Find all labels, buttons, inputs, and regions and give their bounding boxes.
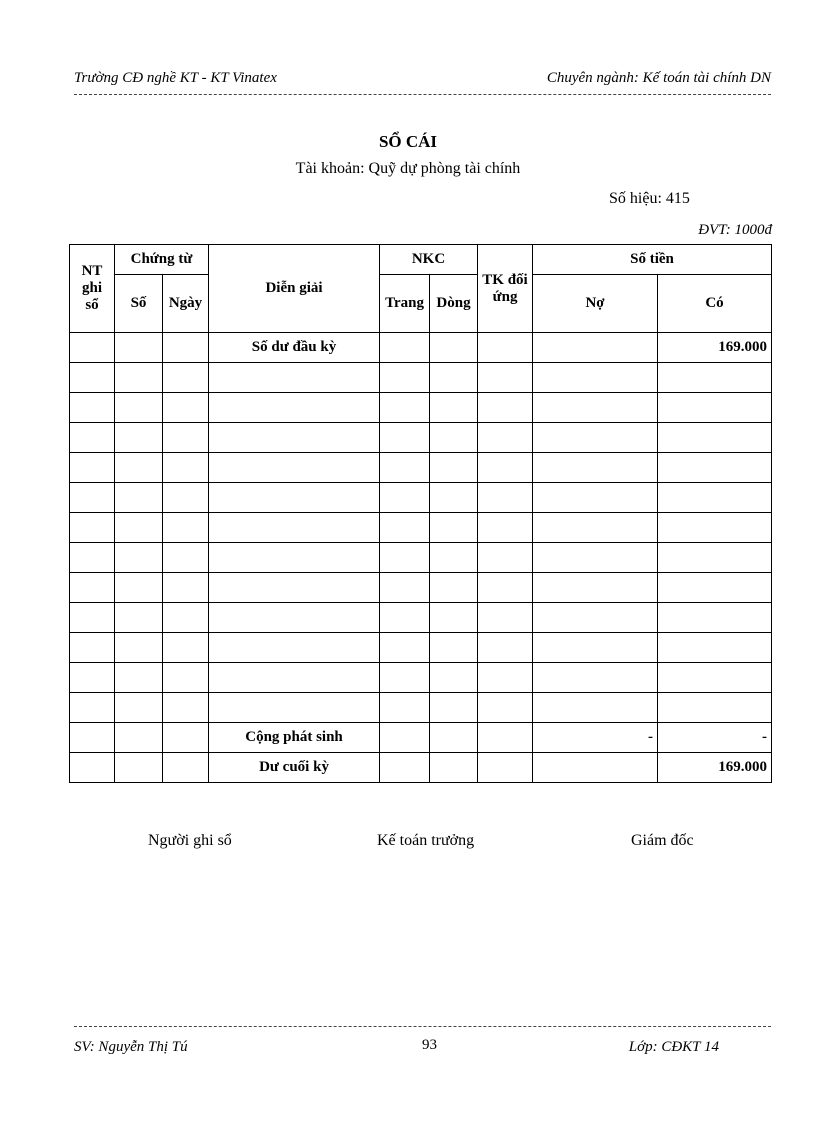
student-name: SV: Nguyễn Thị Tú — [74, 1039, 188, 1055]
cell-dien-giai — [209, 453, 380, 483]
cell-ngay — [163, 513, 209, 543]
cell-co: - — [658, 723, 772, 753]
cell-no — [533, 543, 658, 573]
cell-tk — [478, 603, 533, 633]
cell-co — [658, 603, 772, 633]
table-row — [70, 543, 772, 573]
col-header-nt: NT ghi sổ — [70, 245, 115, 333]
table-row — [70, 753, 772, 783]
cell-ngay — [163, 573, 209, 603]
cell-ngay — [163, 453, 209, 483]
cell-so — [115, 753, 163, 783]
cell-ngay — [163, 363, 209, 393]
cell-trang — [380, 483, 430, 513]
cell-tk — [478, 393, 533, 423]
cell-dien-giai — [209, 543, 380, 573]
cell-dien-giai — [209, 603, 380, 633]
cell-ngay — [163, 723, 209, 753]
cell-tk — [478, 723, 533, 753]
account-number: Số hiệu: 415 — [609, 190, 690, 207]
cell-dong — [430, 363, 478, 393]
cell-co: 169.000 — [658, 753, 772, 783]
signature-recorder: Người ghi sổ — [148, 832, 232, 849]
signature-director: Giám đốc — [631, 832, 694, 849]
major-name: Chuyên ngành: Kế toán tài chính DN — [546, 70, 771, 86]
table-row — [70, 423, 772, 453]
cell-so — [115, 363, 163, 393]
cell-nt — [70, 423, 115, 453]
cell-co — [658, 663, 772, 693]
table-row — [70, 693, 772, 723]
cell-no — [533, 423, 658, 453]
cell-dong — [430, 753, 478, 783]
cell-dien-giai — [209, 513, 380, 543]
table-row — [70, 393, 772, 423]
cell-dong — [430, 423, 478, 453]
cell-trang — [380, 693, 430, 723]
col-header-chung-tu: Chứng từ — [115, 245, 209, 275]
col-header-tk-doi-ung: TK đối ứng — [478, 245, 533, 333]
cell-trang — [380, 753, 430, 783]
cell-trang — [380, 393, 430, 423]
table-row — [70, 453, 772, 483]
currency-unit: ĐVT: 1000đ — [698, 222, 772, 238]
cell-no — [533, 393, 658, 423]
cell-nt — [70, 483, 115, 513]
col-header-no: Nợ — [533, 275, 658, 333]
cell-tk — [478, 513, 533, 543]
cell-ngay — [163, 333, 209, 363]
cell-co — [658, 483, 772, 513]
cell-trang — [380, 723, 430, 753]
ledger-table — [69, 244, 772, 783]
cell-nt — [70, 333, 115, 363]
class-name: Lớp: CĐKT 14 — [628, 1039, 719, 1055]
cell-dong — [430, 693, 478, 723]
cell-dien-giai — [209, 363, 380, 393]
page-header — [74, 68, 771, 95]
cell-co — [658, 543, 772, 573]
cell-ngay — [163, 393, 209, 423]
cell-so — [115, 423, 163, 453]
cell-no — [533, 483, 658, 513]
page-number: 93 — [422, 1037, 437, 1053]
cell-nt — [70, 393, 115, 423]
cell-so — [115, 513, 163, 543]
cell-ngay — [163, 633, 209, 663]
cell-co — [658, 423, 772, 453]
cell-dong — [430, 663, 478, 693]
cell-ngay — [163, 603, 209, 633]
col-header-nkc: NKC — [380, 245, 478, 275]
cell-ngay — [163, 663, 209, 693]
cell-co — [658, 513, 772, 543]
document-title: SỔ CÁI — [378, 132, 438, 151]
cell-dien-giai: Cộng phát sinh — [209, 723, 380, 753]
table-row — [70, 333, 772, 363]
cell-so — [115, 633, 163, 663]
cell-nt — [70, 453, 115, 483]
cell-no — [533, 513, 658, 543]
cell-trang — [380, 663, 430, 693]
cell-dong — [430, 513, 478, 543]
cell-no — [533, 363, 658, 393]
table-row — [70, 483, 772, 513]
cell-nt — [70, 693, 115, 723]
cell-ngay — [163, 693, 209, 723]
cell-co — [658, 633, 772, 663]
cell-dong — [430, 573, 478, 603]
cell-nt — [70, 663, 115, 693]
cell-so — [115, 723, 163, 753]
cell-dong — [430, 453, 478, 483]
cell-trang — [380, 333, 430, 363]
cell-no — [533, 603, 658, 633]
school-name: Trường CĐ nghề KT - KT Vinatex — [74, 70, 277, 86]
cell-nt — [70, 513, 115, 543]
page-footer — [74, 1026, 771, 1055]
table-row — [70, 573, 772, 603]
cell-tk — [478, 663, 533, 693]
cell-tk — [478, 633, 533, 663]
cell-tk — [478, 453, 533, 483]
cell-so — [115, 453, 163, 483]
cell-dien-giai — [209, 663, 380, 693]
cell-no: - — [533, 723, 658, 753]
table-row — [70, 723, 772, 753]
cell-trang — [380, 423, 430, 453]
cell-trang — [380, 573, 430, 603]
cell-so — [115, 573, 163, 603]
cell-co — [658, 363, 772, 393]
cell-tk — [478, 543, 533, 573]
cell-tk — [478, 753, 533, 783]
cell-trang — [380, 513, 430, 543]
cell-dien-giai: Số dư đầu kỳ — [209, 333, 380, 363]
ledger-body — [70, 333, 772, 783]
cell-trang — [380, 633, 430, 663]
cell-ngay — [163, 753, 209, 783]
cell-co — [658, 453, 772, 483]
cell-tk — [478, 573, 533, 603]
cell-dien-giai — [209, 573, 380, 603]
cell-tk — [478, 333, 533, 363]
cell-ngay — [163, 483, 209, 513]
cell-nt — [70, 573, 115, 603]
cell-dien-giai — [209, 633, 380, 663]
cell-dien-giai — [209, 423, 380, 453]
cell-dien-giai — [209, 393, 380, 423]
cell-trang — [380, 603, 430, 633]
col-header-dong: Dòng — [430, 275, 478, 333]
cell-tk — [478, 483, 533, 513]
cell-no — [533, 453, 658, 483]
cell-nt — [70, 543, 115, 573]
table-row — [70, 633, 772, 663]
cell-nt — [70, 363, 115, 393]
signature-chief-accountant: Kế toán trưởng — [377, 832, 475, 849]
cell-dong — [430, 633, 478, 663]
cell-no — [533, 573, 658, 603]
col-header-so: Số — [115, 275, 163, 333]
cell-nt — [70, 723, 115, 753]
cell-co — [658, 573, 772, 603]
cell-dong — [430, 723, 478, 753]
table-row — [70, 663, 772, 693]
cell-dong — [430, 543, 478, 573]
cell-dong — [430, 603, 478, 633]
cell-so — [115, 543, 163, 573]
cell-no — [533, 753, 658, 783]
cell-dong — [430, 483, 478, 513]
cell-dien-giai — [209, 483, 380, 513]
col-header-ngay: Ngày — [163, 275, 209, 333]
cell-nt — [70, 633, 115, 663]
cell-dien-giai: Dư cuối kỳ — [209, 753, 380, 783]
col-header-co: Có — [658, 275, 772, 333]
table-row — [70, 603, 772, 633]
cell-nt — [70, 753, 115, 783]
cell-no — [533, 333, 658, 363]
cell-co: 169.000 — [658, 333, 772, 363]
cell-no — [533, 663, 658, 693]
cell-ngay — [163, 543, 209, 573]
cell-co — [658, 393, 772, 423]
cell-so — [115, 663, 163, 693]
cell-so — [115, 603, 163, 633]
cell-so — [115, 333, 163, 363]
cell-no — [533, 693, 658, 723]
table-row — [70, 513, 772, 543]
cell-ngay — [163, 423, 209, 453]
cell-so — [115, 693, 163, 723]
cell-no — [533, 633, 658, 663]
cell-so — [115, 393, 163, 423]
cell-tk — [478, 363, 533, 393]
cell-dong — [430, 333, 478, 363]
cell-nt — [70, 603, 115, 633]
cell-trang — [380, 363, 430, 393]
col-header-dien-giai: Diễn giải — [209, 245, 380, 333]
cell-trang — [380, 453, 430, 483]
cell-dong — [430, 393, 478, 423]
cell-dien-giai — [209, 693, 380, 723]
cell-so — [115, 483, 163, 513]
table-row — [70, 363, 772, 393]
col-header-trang: Trang — [380, 275, 430, 333]
col-header-so-tien: Số tiền — [533, 245, 772, 275]
cell-tk — [478, 423, 533, 453]
cell-trang — [380, 543, 430, 573]
cell-co — [658, 693, 772, 723]
cell-tk — [478, 693, 533, 723]
account-name: Tài khoản: Quỹ dự phòng tài chính — [295, 160, 521, 177]
